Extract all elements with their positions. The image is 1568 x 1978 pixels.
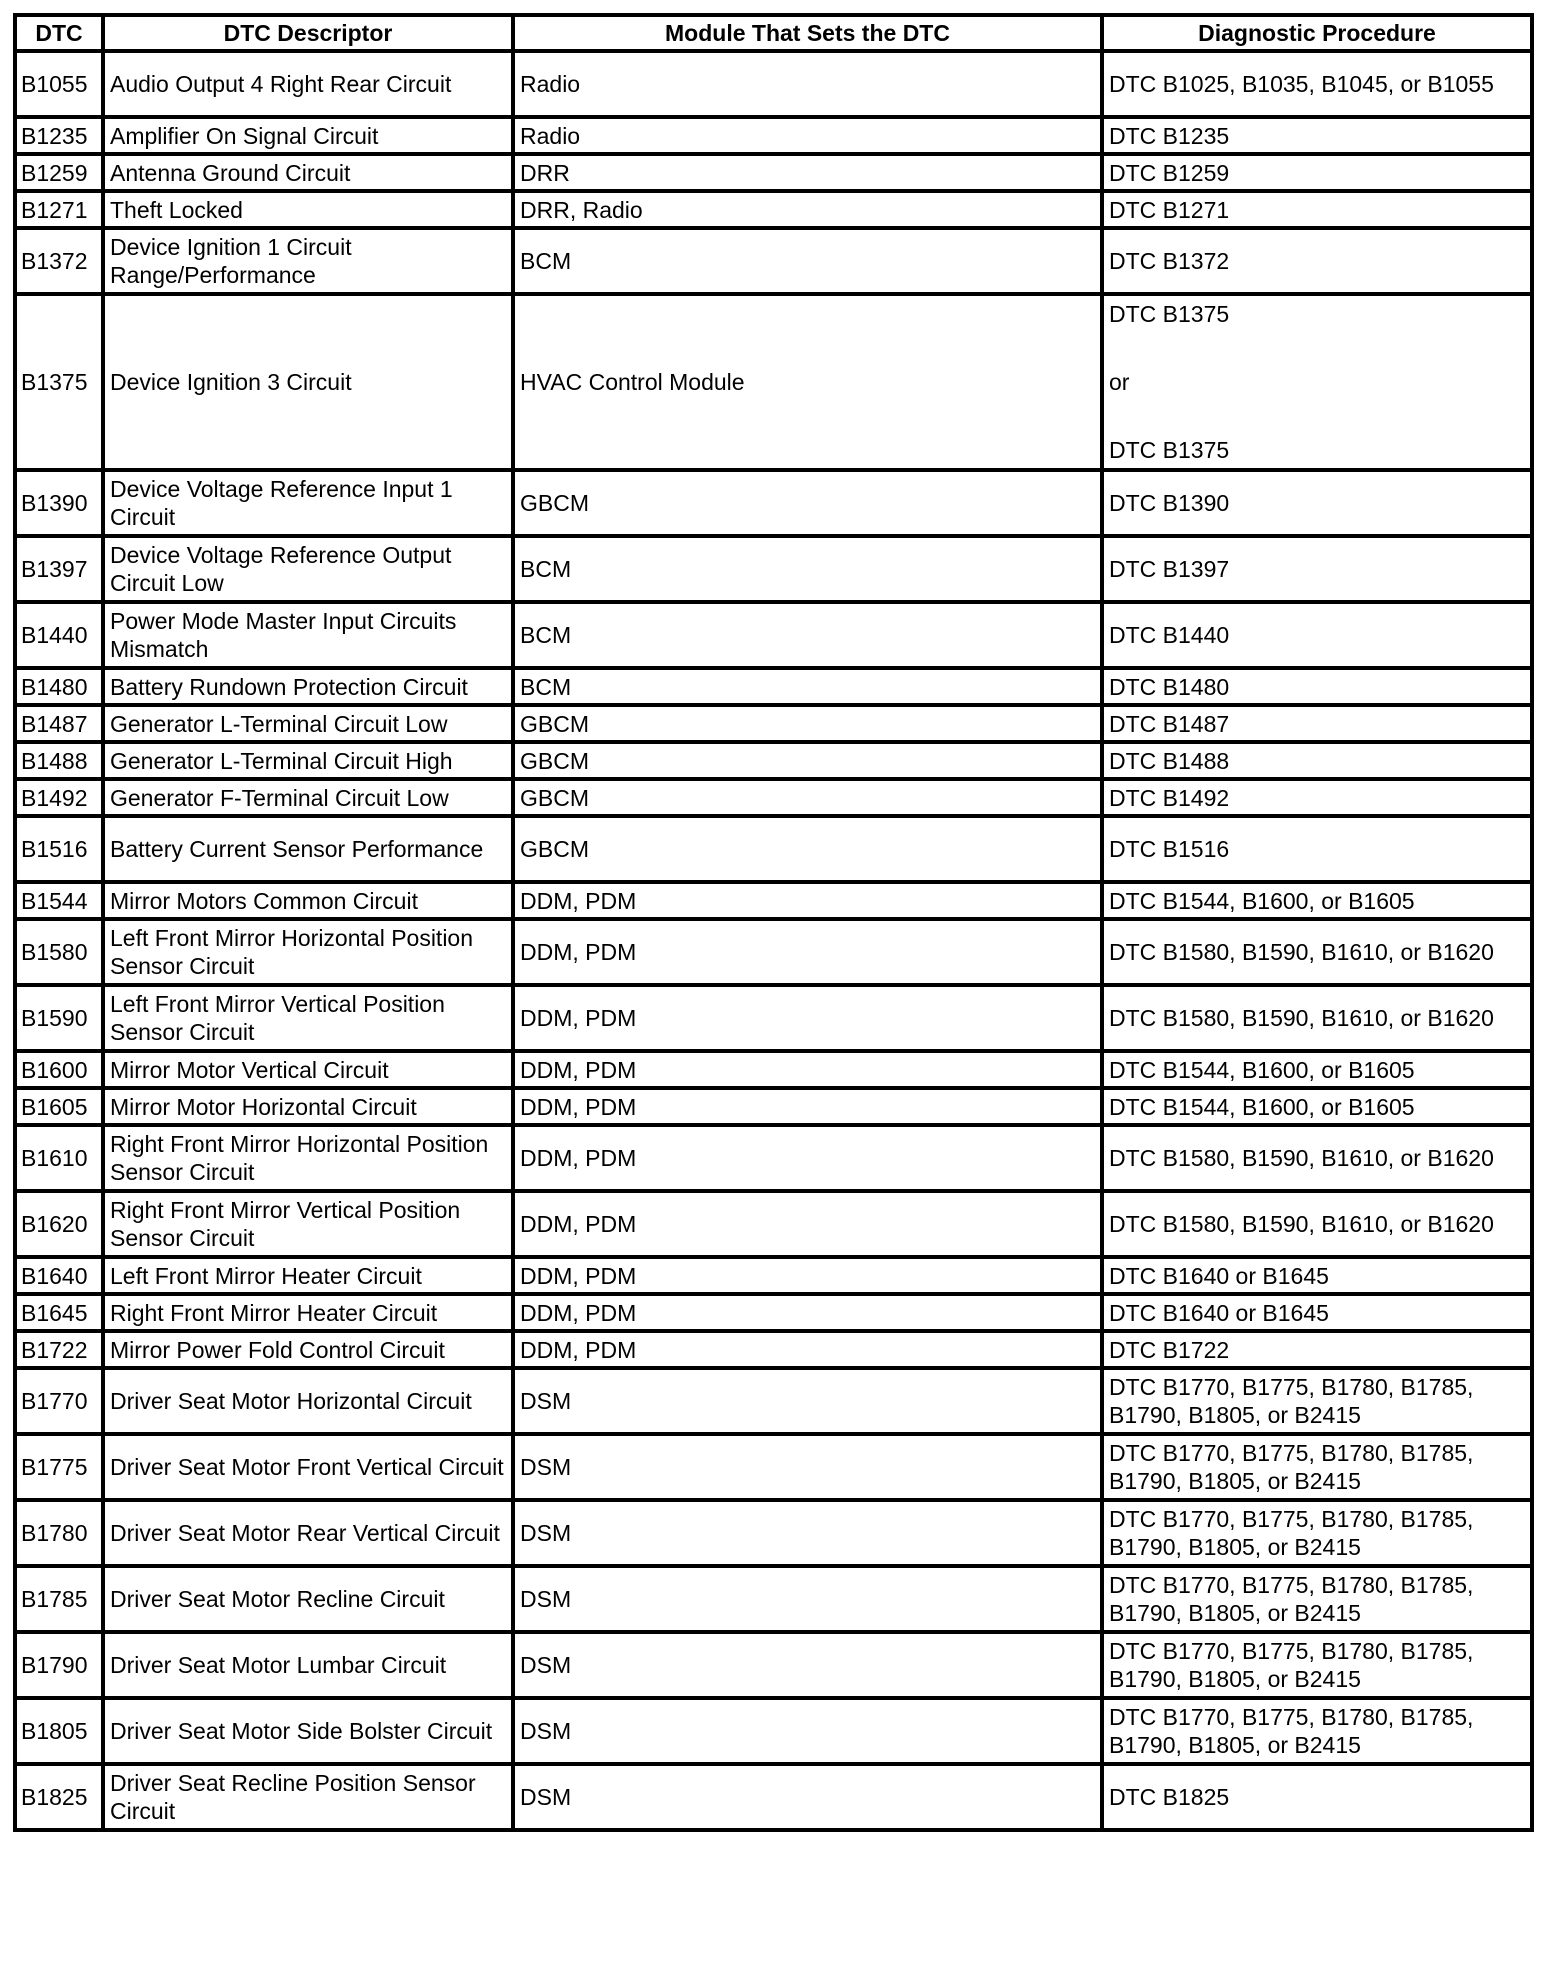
cell-descriptor: Generator L-Terminal Circuit Low xyxy=(103,705,513,742)
cell-procedure: DTC B1580, B1590, B1610, or B1620 xyxy=(1102,919,1532,985)
cell-descriptor: Driver Seat Recline Position Sensor Circuit xyxy=(103,1764,513,1830)
table-row xyxy=(15,705,1532,742)
table-row xyxy=(15,1331,1532,1368)
cell-module: DSM xyxy=(513,1434,1102,1500)
cell-module: HVAC Control Module xyxy=(513,294,1102,470)
table-row xyxy=(15,191,1532,228)
cell-dtc: B1775 xyxy=(15,1434,103,1500)
cell-dtc: B1590 xyxy=(15,985,103,1051)
cell-procedure: DTC B1480 xyxy=(1102,668,1532,705)
cell-dtc: B1580 xyxy=(15,919,103,985)
cell-dtc: B1235 xyxy=(15,117,103,154)
cell-procedure: DTC B1488 xyxy=(1102,742,1532,779)
cell-module: GBCM xyxy=(513,705,1102,742)
cell-procedure: DTC B1770, B1775, B1780, B1785, B1790, B1805, or B2415 xyxy=(1102,1434,1532,1500)
cell-module: DRR xyxy=(513,154,1102,191)
cell-module: DDM, PDM xyxy=(513,1294,1102,1331)
cell-procedure: DTC B1397 xyxy=(1102,536,1532,602)
table-header xyxy=(15,15,1532,51)
cell-descriptor: Driver Seat Motor Lumbar Circuit xyxy=(103,1632,513,1698)
cell-descriptor: Driver Seat Motor Rear Vertical Circuit xyxy=(103,1500,513,1566)
cell-procedure: DTC B1390 xyxy=(1102,470,1532,536)
cell-procedure: DTC B1770, B1775, B1780, B1785, B1790, B1805, or B2415 xyxy=(1102,1698,1532,1764)
cell-descriptor: Device Ignition 3 Circuit xyxy=(103,294,513,470)
cell-dtc: B1372 xyxy=(15,228,103,294)
cell-procedure: DTC B1025, B1035, B1045, or B1055 xyxy=(1102,51,1532,117)
cell-procedure: DTC B1544, B1600, or B1605 xyxy=(1102,1088,1532,1125)
cell-procedure: DTC B1259 xyxy=(1102,154,1532,191)
table-row xyxy=(15,816,1532,882)
cell-module: BCM xyxy=(513,602,1102,668)
cell-descriptor: Battery Rundown Protection Circuit xyxy=(103,668,513,705)
cell-descriptor: Driver Seat Motor Recline Circuit xyxy=(103,1566,513,1632)
cell-dtc: B1600 xyxy=(15,1051,103,1088)
cell-descriptor: Mirror Motor Vertical Circuit xyxy=(103,1051,513,1088)
table-body xyxy=(15,51,1532,1830)
table-row xyxy=(15,1500,1532,1566)
table-row xyxy=(15,882,1532,919)
cell-module: DDM, PDM xyxy=(513,1125,1102,1191)
cell-module: BCM xyxy=(513,228,1102,294)
cell-dtc: B1645 xyxy=(15,1294,103,1331)
cell-descriptor: Device Voltage Reference Output Circuit Low xyxy=(103,536,513,602)
cell-dtc: B1605 xyxy=(15,1088,103,1125)
cell-dtc: B1487 xyxy=(15,705,103,742)
table-row xyxy=(15,470,1532,536)
cell-descriptor: Right Front Mirror Vertical Position Sensor Circuit xyxy=(103,1191,513,1257)
table-row xyxy=(15,779,1532,816)
cell-dtc: B1375 xyxy=(15,294,103,470)
cell-dtc: B1770 xyxy=(15,1368,103,1434)
cell-module: Radio xyxy=(513,117,1102,154)
cell-dtc: B1516 xyxy=(15,816,103,882)
cell-dtc: B1055 xyxy=(15,51,103,117)
cell-descriptor: Device Voltage Reference Input 1 Circuit xyxy=(103,470,513,536)
cell-dtc: B1785 xyxy=(15,1566,103,1632)
table-row xyxy=(15,1088,1532,1125)
cell-module: GBCM xyxy=(513,779,1102,816)
cell-procedure: DTC B1640 or B1645 xyxy=(1102,1257,1532,1294)
cell-descriptor: Generator F-Terminal Circuit Low xyxy=(103,779,513,816)
table-row xyxy=(15,985,1532,1051)
cell-dtc: B1480 xyxy=(15,668,103,705)
cell-procedure: DTC B1492 xyxy=(1102,779,1532,816)
table-row xyxy=(15,668,1532,705)
table-row xyxy=(15,294,1532,470)
cell-dtc: B1488 xyxy=(15,742,103,779)
cell-dtc: B1640 xyxy=(15,1257,103,1294)
table-row xyxy=(15,1698,1532,1764)
cell-dtc: B1790 xyxy=(15,1632,103,1698)
table-row xyxy=(15,1191,1532,1257)
cell-procedure: DTC B1544, B1600, or B1605 xyxy=(1102,882,1532,919)
cell-module: DSM xyxy=(513,1368,1102,1434)
cell-module: GBCM xyxy=(513,816,1102,882)
cell-procedure: DTC B1580, B1590, B1610, or B1620 xyxy=(1102,985,1532,1051)
cell-module: BCM xyxy=(513,536,1102,602)
cell-procedure: DTC B1770, B1775, B1780, B1785, B1790, B1805, or B2415 xyxy=(1102,1566,1532,1632)
header-descriptor: DTC Descriptor xyxy=(103,15,513,51)
cell-descriptor: Antenna Ground Circuit xyxy=(103,154,513,191)
cell-procedure: DTC B1580, B1590, B1610, or B1620 xyxy=(1102,1191,1532,1257)
cell-dtc: B1805 xyxy=(15,1698,103,1764)
cell-module: DDM, PDM xyxy=(513,1257,1102,1294)
cell-dtc: B1544 xyxy=(15,882,103,919)
line-gap xyxy=(1109,331,1525,365)
table-row xyxy=(15,1051,1532,1088)
cell-procedure: DTC B1487 xyxy=(1102,705,1532,742)
cell-module: GBCM xyxy=(513,470,1102,536)
cell-procedure: DTC B1580, B1590, B1610, or B1620 xyxy=(1102,1125,1532,1191)
cell-descriptor: Right Front Mirror Heater Circuit xyxy=(103,1294,513,1331)
cell-descriptor: Driver Seat Motor Side Bolster Circuit xyxy=(103,1698,513,1764)
procedure-line: DTC B1375 xyxy=(1109,437,1230,463)
cell-descriptor: Device Ignition 1 Circuit Range/Performance xyxy=(103,228,513,294)
cell-module: DSM xyxy=(513,1500,1102,1566)
cell-procedure: DTC B1440 xyxy=(1102,602,1532,668)
cell-descriptor: Amplifier On Signal Circuit xyxy=(103,117,513,154)
table-row xyxy=(15,228,1532,294)
table-row xyxy=(15,536,1532,602)
cell-module: BCM xyxy=(513,668,1102,705)
table-row xyxy=(15,1434,1532,1500)
cell-descriptor: Right Front Mirror Horizontal Position Sensor Circuit xyxy=(103,1125,513,1191)
table-row xyxy=(15,1632,1532,1698)
cell-procedure: DTC B1770, B1775, B1780, B1785, B1790, B1805, or B2415 xyxy=(1102,1500,1532,1566)
cell-module: DSM xyxy=(513,1566,1102,1632)
table-row xyxy=(15,919,1532,985)
cell-descriptor: Left Front Mirror Horizontal Position Sensor Circuit xyxy=(103,919,513,985)
cell-module: DDM, PDM xyxy=(513,985,1102,1051)
table-row xyxy=(15,1566,1532,1632)
cell-procedure: DTC B1770, B1775, B1780, B1785, B1790, B1805, or B2415 xyxy=(1102,1632,1532,1698)
header-module: Module That Sets the DTC xyxy=(513,15,1102,51)
table-row xyxy=(15,1764,1532,1830)
cell-module: DDM, PDM xyxy=(513,882,1102,919)
cell-module: DDM, PDM xyxy=(513,1051,1102,1088)
cell-dtc: B1390 xyxy=(15,470,103,536)
cell-descriptor: Power Mode Master Input Circuits Mismatch xyxy=(103,602,513,668)
table-row xyxy=(15,1125,1532,1191)
cell-procedure: DTC B1722 xyxy=(1102,1331,1532,1368)
cell-descriptor: Mirror Motors Common Circuit xyxy=(103,882,513,919)
cell-dtc: B1610 xyxy=(15,1125,103,1191)
procedure-line: DTC B1375 xyxy=(1109,301,1230,327)
table-row xyxy=(15,154,1532,191)
cell-procedure: DTC B1770, B1775, B1780, B1785, B1790, B1805, or B2415 xyxy=(1102,1368,1532,1434)
cell-descriptor: Generator L-Terminal Circuit High xyxy=(103,742,513,779)
cell-dtc: B1780 xyxy=(15,1500,103,1566)
table-row xyxy=(15,1257,1532,1294)
dtc-table xyxy=(13,13,1534,1832)
cell-descriptor: Driver Seat Motor Horizontal Circuit xyxy=(103,1368,513,1434)
cell-descriptor: Left Front Mirror Heater Circuit xyxy=(103,1257,513,1294)
cell-dtc: B1492 xyxy=(15,779,103,816)
procedure-line: or xyxy=(1109,369,1130,395)
cell-module: DSM xyxy=(513,1632,1102,1698)
cell-module: DSM xyxy=(513,1698,1102,1764)
cell-descriptor: Mirror Motor Horizontal Circuit xyxy=(103,1088,513,1125)
cell-descriptor: Audio Output 4 Right Rear Circuit xyxy=(103,51,513,117)
cell-module: DDM, PDM xyxy=(513,1088,1102,1125)
cell-module: DSM xyxy=(513,1764,1102,1830)
cell-dtc: B1271 xyxy=(15,191,103,228)
cell-descriptor: Battery Current Sensor Performance xyxy=(103,816,513,882)
cell-descriptor: Left Front Mirror Vertical Position Sensor Circuit xyxy=(103,985,513,1051)
cell-descriptor: Theft Locked xyxy=(103,191,513,228)
cell-module: DRR, Radio xyxy=(513,191,1102,228)
cell-procedure: DTC B1372 xyxy=(1102,228,1532,294)
cell-procedure: DTC B1640 or B1645 xyxy=(1102,1294,1532,1331)
cell-module: DDM, PDM xyxy=(513,1331,1102,1368)
dtc-table-wrapper xyxy=(13,13,1530,1832)
cell-module: DDM, PDM xyxy=(513,919,1102,985)
cell-dtc: B1722 xyxy=(15,1331,103,1368)
cell-procedure: DTC B1825 xyxy=(1102,1764,1532,1830)
cell-descriptor: Mirror Power Fold Control Circuit xyxy=(103,1331,513,1368)
cell-dtc: B1397 xyxy=(15,536,103,602)
cell-module: Radio xyxy=(513,51,1102,117)
table-row xyxy=(15,51,1532,117)
table-row xyxy=(15,602,1532,668)
header-row xyxy=(15,15,1532,51)
table-row xyxy=(15,1368,1532,1434)
cell-procedure: DTC B1235 xyxy=(1102,117,1532,154)
header-dtc: DTC xyxy=(15,15,103,51)
cell-procedure: DTC B1544, B1600, or B1605 xyxy=(1102,1051,1532,1088)
cell-dtc: B1259 xyxy=(15,154,103,191)
table-row xyxy=(15,1294,1532,1331)
cell-descriptor: Driver Seat Motor Front Vertical Circuit xyxy=(103,1434,513,1500)
header-procedure: Diagnostic Procedure xyxy=(1102,15,1532,51)
cell-module: DDM, PDM xyxy=(513,1191,1102,1257)
cell-dtc: B1825 xyxy=(15,1764,103,1830)
cell-procedure xyxy=(1102,294,1532,470)
cell-module: GBCM xyxy=(513,742,1102,779)
cell-dtc: B1620 xyxy=(15,1191,103,1257)
table-row xyxy=(15,742,1532,779)
cell-procedure: DTC B1516 xyxy=(1102,816,1532,882)
cell-procedure: DTC B1271 xyxy=(1102,191,1532,228)
table-row xyxy=(15,117,1532,154)
line-gap xyxy=(1109,399,1525,433)
cell-dtc: B1440 xyxy=(15,602,103,668)
